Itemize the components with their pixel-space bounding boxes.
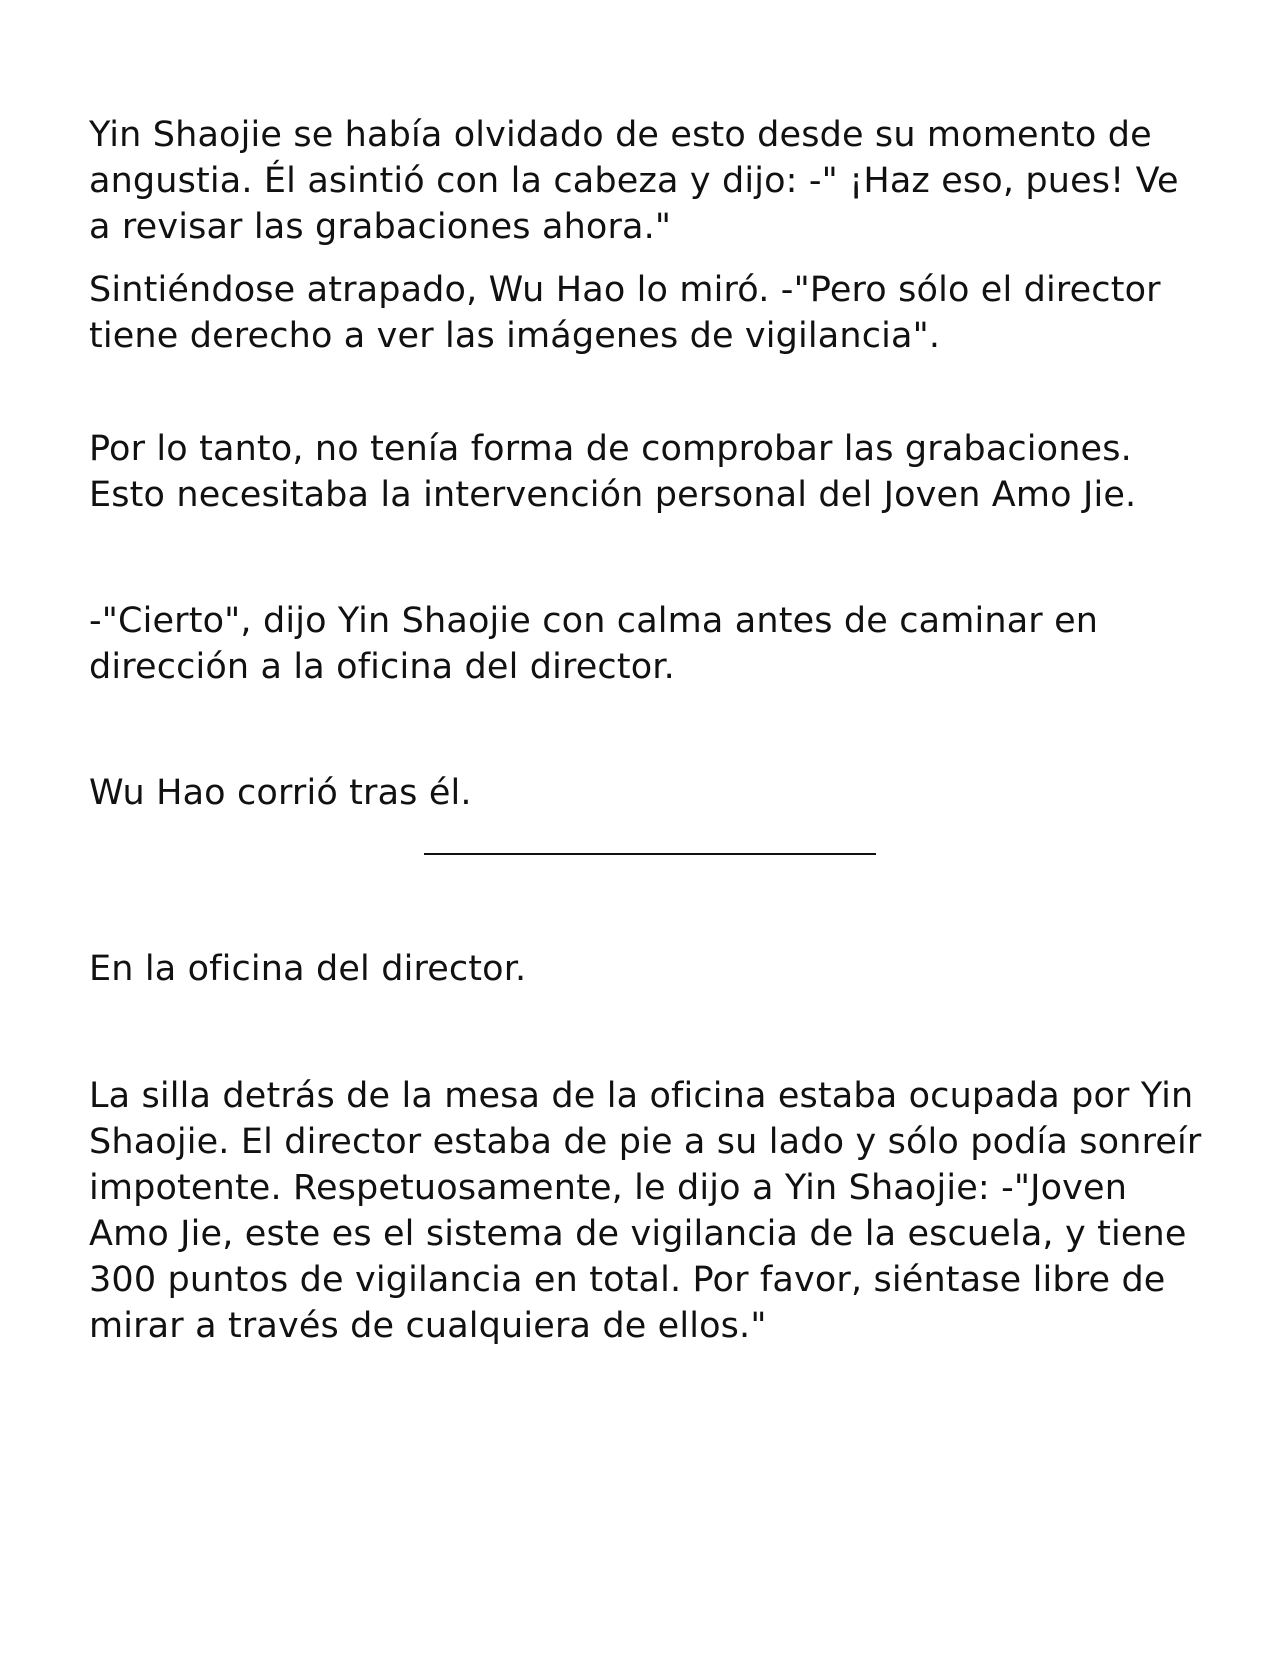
paragraph-1: Yin Shaojie se había olvidado de esto desde su momento de angustia. Él asintió con la cabeza y dijo: -" ¡Haz eso, pues! Ve a revisar las grabaciones ahora." [89, 115, 1179, 247]
paragraph-2: Sintiéndose atrapado, Wu Hao lo miró. -"Pero sólo el director tiene derecho a ver las imágenes de vigilancia". [89, 270, 1161, 356]
paragraph-7: La silla detrás de la mesa de la oficina estaba ocupada por Yin Shaojie. El director estaba de pie a su lado y sólo podía sonreír impotente. Respetuosamente, le dijo a Yin Shaojie: -"Joven Amo Jie, este es el sistema de vigilancia de la escuela, y tiene 300 puntos de vigilancia en total. Por favor, siéntase libre de mirar a través de cualquiera de ellos." [89, 1076, 1202, 1346]
separator-line [424, 853, 876, 855]
paragraph-6: En la oficina del director. [89, 949, 527, 989]
document-page [89, 112, 1209, 1349]
paragraph-3: Por lo tanto, no tenía forma de comprobar las grabaciones. Esto necesitaba la intervención personal del Joven Amo Jie. [89, 429, 1137, 515]
paragraph-5: Wu Hao corrió tras él. [89, 773, 472, 813]
paragraph-4: -"Cierto", dijo Yin Shaojie con calma antes de caminar en dirección a la oficina del director. [89, 601, 1099, 687]
scene-separator [89, 853, 1209, 873]
